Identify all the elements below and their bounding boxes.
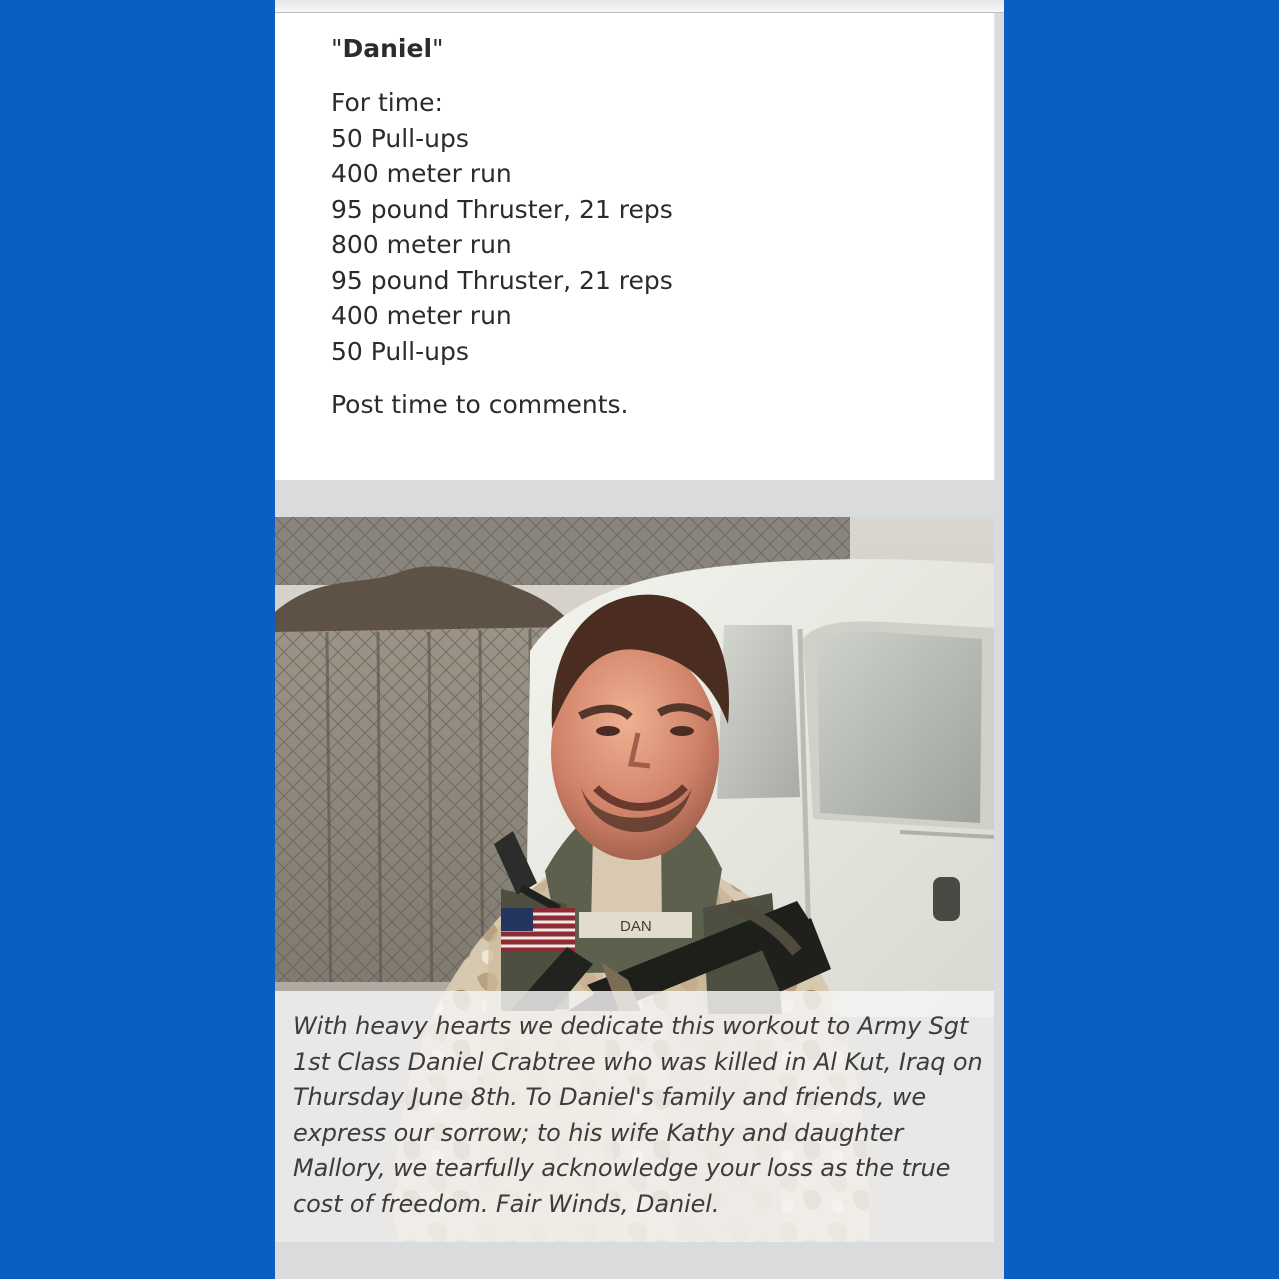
workout-card — [275, 13, 995, 480]
memorial-caption — [275, 991, 994, 1242]
workout-title — [331, 33, 951, 65]
content-column — [275, 0, 1004, 1279]
workout-movement: 95 pound Thruster, 21 reps — [331, 265, 673, 295]
workout-intro: For time: — [331, 88, 443, 117]
title-open-quote: " — [331, 34, 343, 63]
workout-movement-list — [331, 121, 951, 370]
workout-movement: 400 meter run — [331, 301, 512, 330]
workout-name: Daniel — [342, 34, 433, 63]
workout-movement: 50 Pull-ups — [331, 336, 469, 366]
top-divider — [275, 0, 1004, 13]
workout-movement: 800 meter run — [331, 230, 512, 259]
workout-movement: 50 Pull-ups — [331, 123, 469, 153]
workout-content — [331, 33, 951, 423]
name-tape-text: DAN — [620, 918, 652, 935]
post-instruction: Post time to comments. — [331, 390, 629, 419]
memorial-photo-panel — [275, 517, 994, 1242]
memorial-caption-text: With heavy hearts we dedicate this workout to Army Sgt 1st Class Daniel Crabtree who was killed in Al Kut, Iraq on Thursday June 8th. To Daniel's family and friends, we express our sorrow; to his wife Kathy and daughter Mallory, we tearfully acknowledge your loss as the true cost of freedom. Fair Winds, Daniel. — [293, 1012, 983, 1218]
workout-movement: 400 meter run — [331, 159, 512, 188]
title-close-quote: " — [432, 34, 444, 63]
workout-movement: 95 pound Thruster, 21 reps — [331, 194, 673, 224]
